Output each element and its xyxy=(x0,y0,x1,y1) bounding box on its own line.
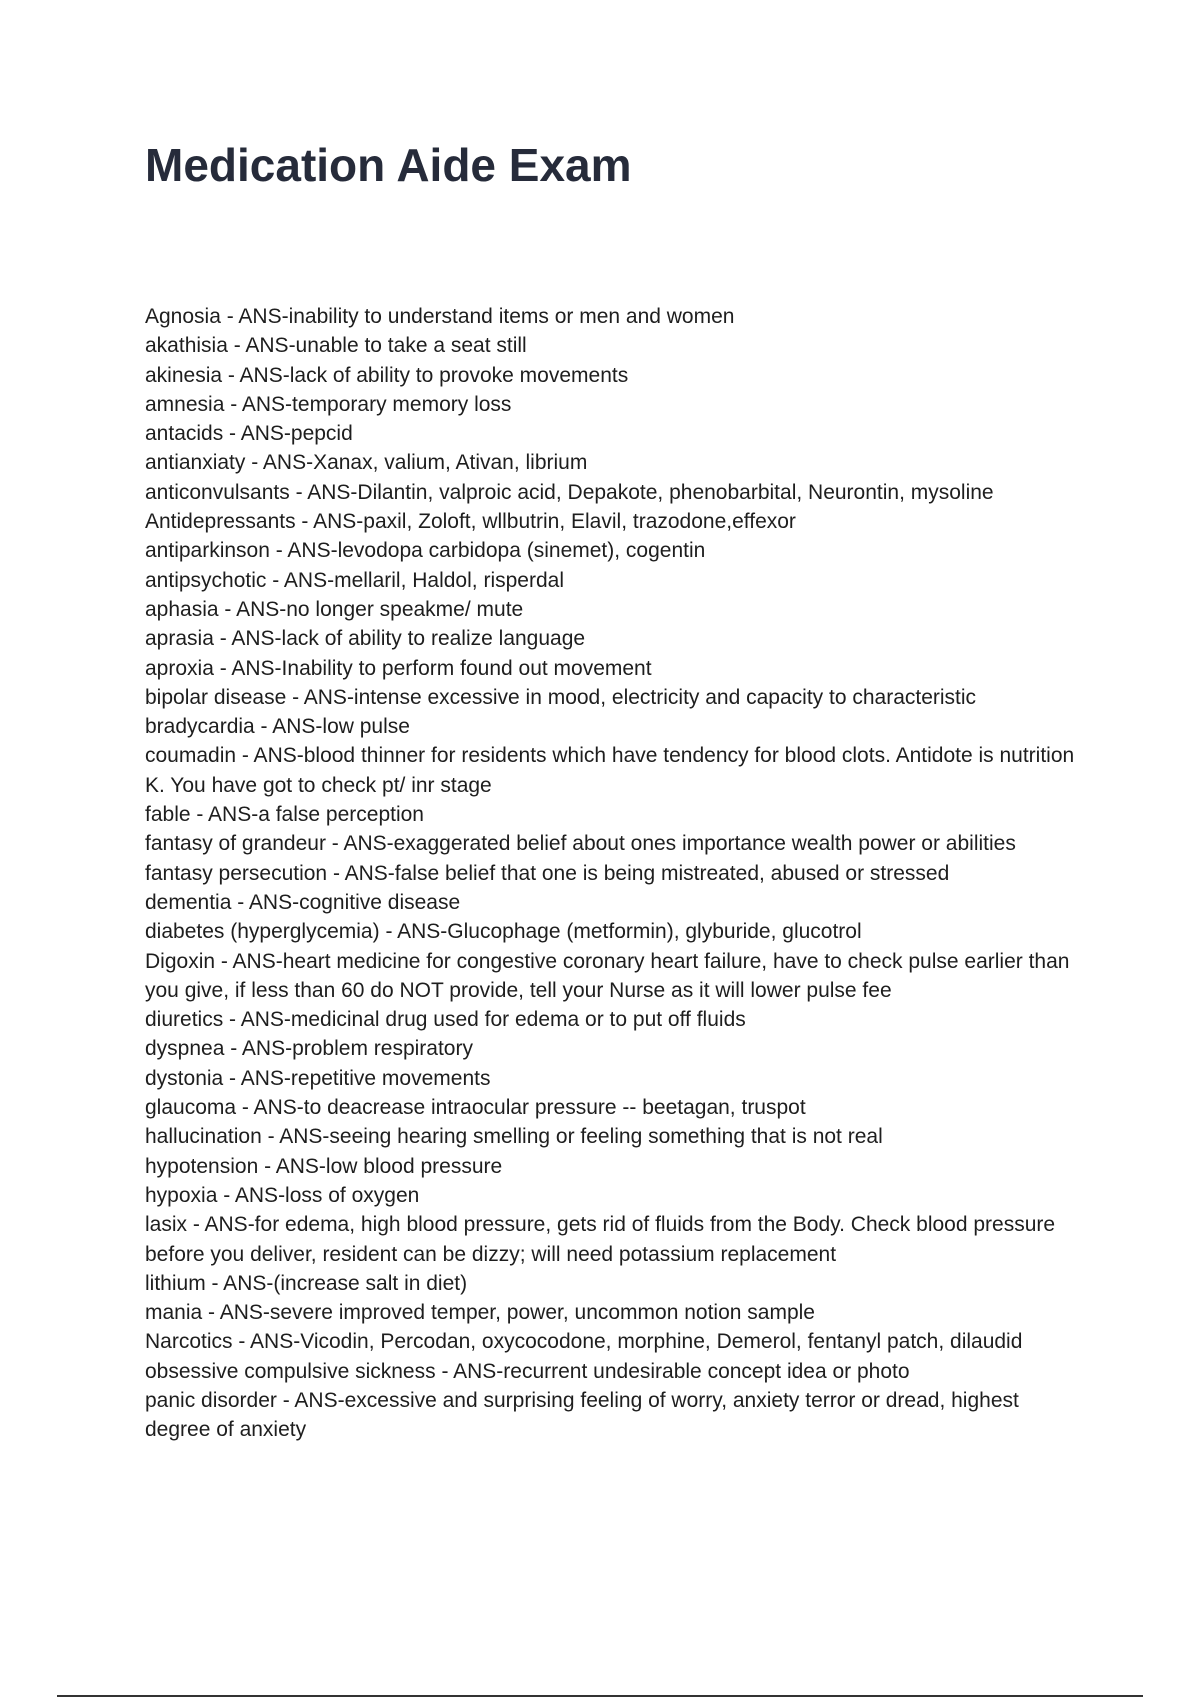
term-entry-lithium: lithium - ANS-(increase salt in diet) xyxy=(145,1271,468,1295)
term-entry-bradycardia: bradycardia - ANS-low pulse xyxy=(145,715,410,739)
term-entry-narcotics: Narcotics - ANS-Vicodin, Percodan, oxycocodone, morphine, Demerol, fentanyl patch, dilaudid xyxy=(145,1330,1023,1354)
term-entry-bipolar-disease: bipolar disease - ANS-intense excessive in mood, electricity and capacity to characteristic xyxy=(145,685,977,709)
term-entry-agnosia: Agnosia - ANS-inability to understand items or men and women xyxy=(145,305,735,328)
term-entry-amnesia: amnesia - ANS-temporary memory loss xyxy=(145,392,512,416)
term-entry-akinesia: akinesia - ANS-lack of ability to provoke movements xyxy=(145,363,629,387)
term-entry-antipsychotic: antipsychotic - ANS-mellaril, Haldol, risperdal xyxy=(145,568,564,592)
term-entry-panic-disorder: panic disorder - ANS-excessive and surprising feeling of worry, anxiety terror or dread, highest degree of anxiety xyxy=(145,1388,1019,1442)
term-entry-akathisia: akathisia - ANS-unable to take a seat still xyxy=(145,334,527,358)
term-entry-hallucination: hallucination - ANS-seeing hearing smelling or feeling something that is not real xyxy=(145,1125,883,1149)
term-entry-antacids: antacids - ANS-pepcid xyxy=(145,422,353,446)
term-entry-fantasy-of-grandeur: fantasy of grandeur - ANS-exaggerated belief about ones importance wealth power or abilities xyxy=(145,832,1016,856)
term-entry-anticonvulsants: anticonvulsants - ANS-Dilantin, valproic acid, Depakote, phenobarbital, Neurontin, mysoline xyxy=(145,480,994,504)
term-entry-dystonia: dystonia - ANS-repetitive movements xyxy=(145,1066,491,1090)
term-entry-aproxia: aproxia - ANS-Inability to perform found out movement xyxy=(145,656,652,680)
term-entry-lasix: lasix - ANS-for edema, high blood pressure, gets rid of fluids from the Body. Check blood pressure before you deliver, resident can be dizzy; will need potassium replacement xyxy=(145,1213,1056,1266)
page-title: Medication Aide Exam xyxy=(145,139,632,191)
term-list xyxy=(145,302,1085,1445)
term-entry-diabetes: diabetes (hyperglycemia) - ANS-Glucophage (metformin), glyburide, glucotrol xyxy=(145,920,862,944)
term-entry-dyspnea: dyspnea - ANS-problem respiratory xyxy=(145,1037,473,1061)
term-entry-digoxin: Digoxin - ANS-heart medicine for congestive coronary heart failure, have to check pulse earlier than you give, if less than 60 do NOT provide, tell your Nurse as it will lower pulse fee xyxy=(145,949,1070,1002)
term-entry-coumadin: coumadin - ANS-blood thinner for residents which have tendency for blood clots. Antidote is nutrition K. You have got to check pt/ inr stage xyxy=(145,744,1075,797)
term-entry-fantasy-persecution: fantasy persecution - ANS-false belief that one is being mistreated, abused or stressed xyxy=(145,861,950,885)
term-entry-hypotension: hypotension - ANS-low blood pressure xyxy=(145,1154,503,1178)
term-entry-hypoxia: hypoxia - ANS-loss of oxygen xyxy=(145,1183,420,1207)
term-entry-fable: fable - ANS-a false perception xyxy=(145,803,424,827)
term-entry-aphasia: aphasia - ANS-no longer speakme/ mute xyxy=(145,597,524,621)
term-entry-antiparkinson: antiparkinson - ANS-levodopa carbidopa (sinemet), cogentin xyxy=(145,539,706,563)
term-entry-mania: mania - ANS-severe improved temper, power, uncommon notion sample xyxy=(145,1301,815,1325)
term-entry-dementia: dementia - ANS-cognitive disease xyxy=(145,890,461,914)
term-entry-antidepressants: Antidepressants - ANS-paxil, Zoloft, wllbutrin, Elavil, trazodone,effexor xyxy=(145,510,796,534)
term-entry-obsessive-compulsive: obsessive compulsive sickness - ANS-recurrent undesirable concept idea or photo xyxy=(145,1359,910,1383)
term-entry-diuretics: diuretics - ANS-medicinal drug used for edema or to put off fluids xyxy=(145,1008,746,1032)
term-entry-glaucoma: glaucoma - ANS-to deacrease intraocular pressure -- beetagan, truspot xyxy=(145,1096,806,1120)
page-footer-rule xyxy=(57,1695,1143,1697)
term-entry-antianxiaty: antianxiaty - ANS-Xanax, valium, Ativan, librium xyxy=(145,451,588,475)
term-entry-aprasia: aprasia - ANS-lack of ability to realize language xyxy=(145,627,586,651)
